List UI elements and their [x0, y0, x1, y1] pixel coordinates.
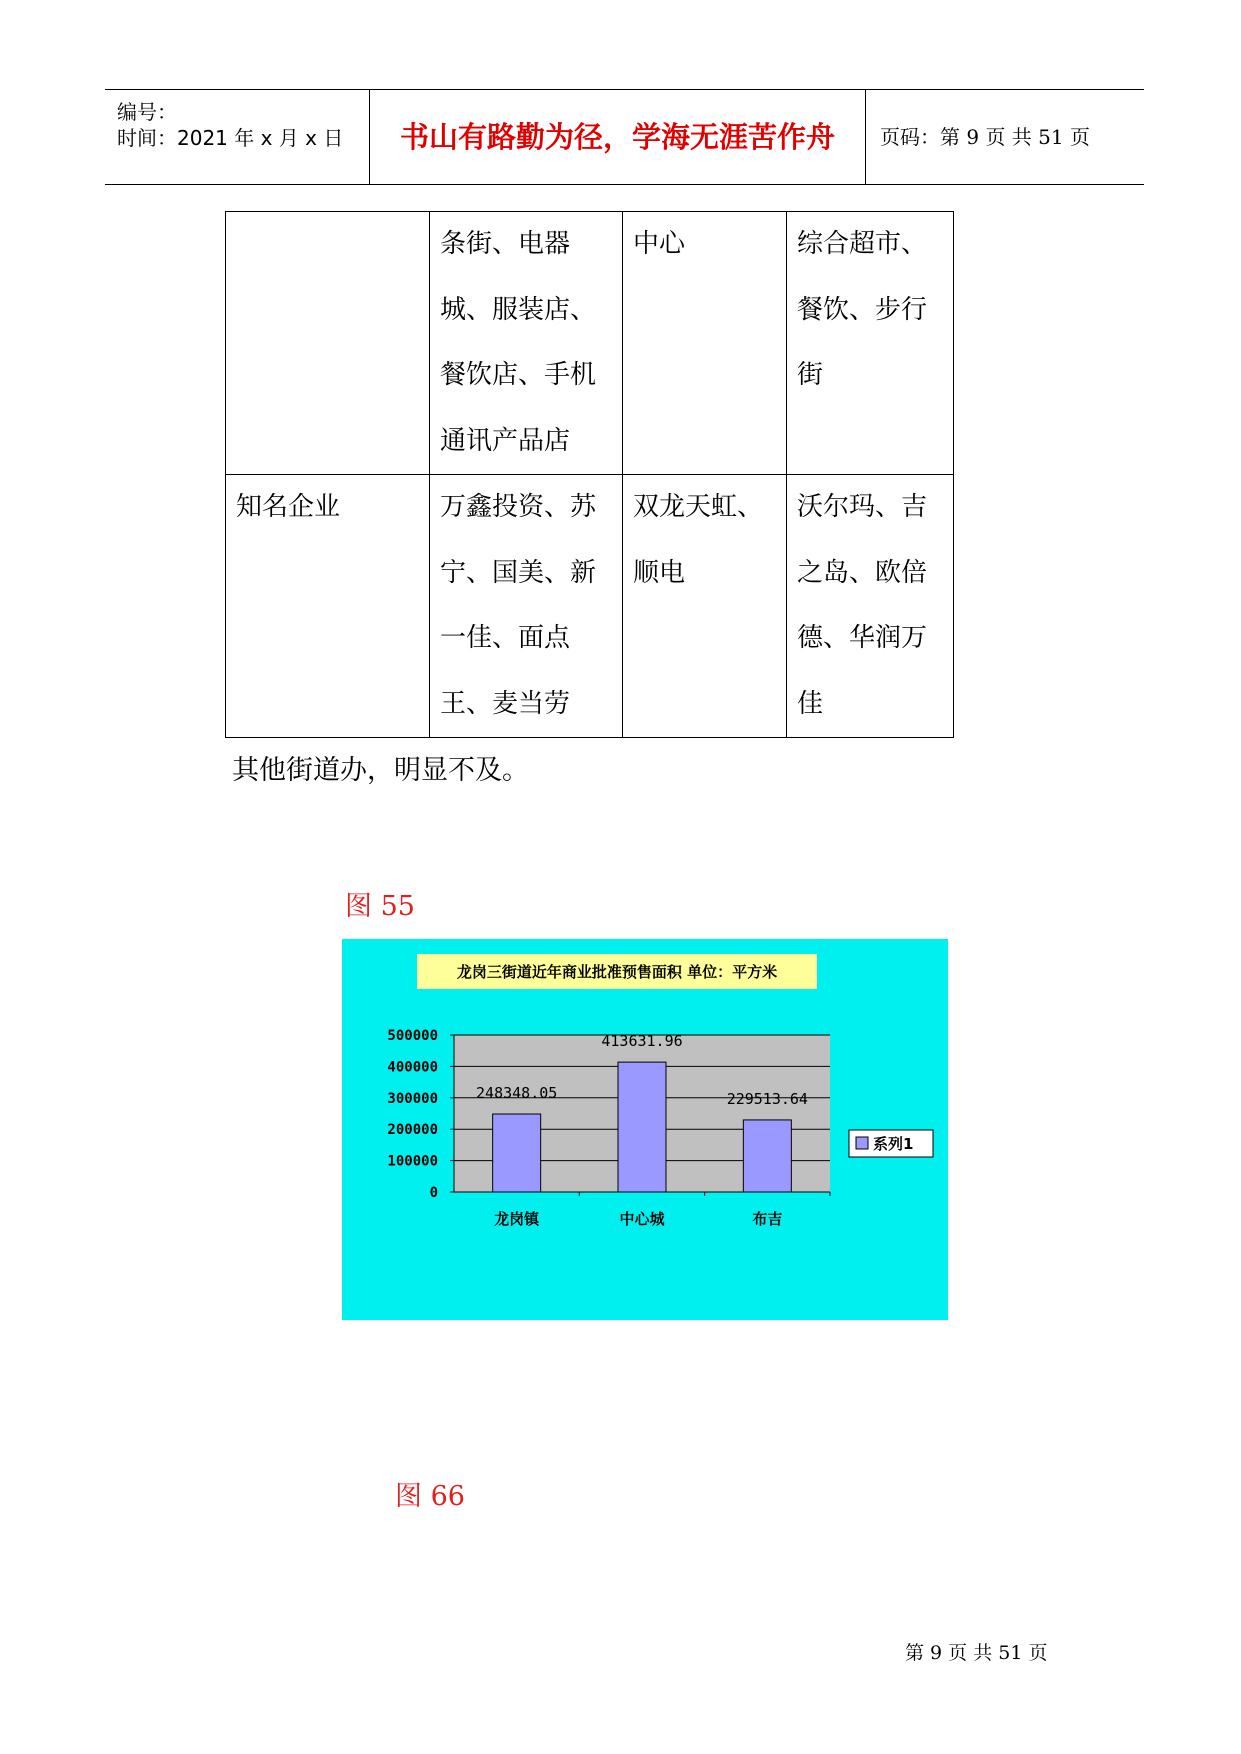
- page-header: [105, 89, 1144, 185]
- figure-caption-66: 图 66: [395, 1481, 465, 1512]
- number-label: 编号：: [117, 100, 177, 124]
- bar: [743, 1120, 791, 1192]
- y-tick-label: 200000: [387, 1122, 438, 1139]
- y-tick-label: 300000: [387, 1090, 438, 1107]
- page-number-label: 页码：第 9 页 共 51 页: [880, 125, 1090, 149]
- info-table: [225, 211, 954, 738]
- y-tick-label: 0: [429, 1185, 438, 1201]
- table-row: [226, 212, 954, 475]
- data-label: 248348.05: [476, 1084, 558, 1103]
- y-tick-label: 500000: [387, 1028, 438, 1044]
- table-cell: 万鑫投资、苏宁、国美、新一佳、面点王、麦当劳: [430, 475, 623, 738]
- bar: [618, 1062, 666, 1192]
- header-meta: [105, 90, 370, 184]
- table-row: [226, 475, 954, 738]
- table-cell: 知名企业: [226, 475, 430, 738]
- time-label: 时间：2021 年 x 月 x 日: [117, 126, 344, 150]
- chart-title: 龙岗三街道近年商业批准预售面积 单位：平方米: [456, 963, 778, 981]
- y-tick-label: 400000: [387, 1059, 438, 1076]
- data-label: 413631.96: [601, 1032, 683, 1051]
- bar-chart: [342, 939, 948, 1320]
- page-footer: 第 9 页 共 51 页: [905, 1642, 1048, 1664]
- header-motto: 书山有路勤为径，学海无涯苦作舟: [370, 90, 866, 184]
- x-tick-label: 布吉: [752, 1210, 783, 1228]
- table-cell: 条街、电器城、服装店、餐饮店、手机通讯产品店: [430, 212, 623, 475]
- table-cell: 中心: [623, 212, 787, 475]
- table-cell: 沃尔玛、吉之岛、欧倍德、华润万佳: [787, 475, 954, 738]
- bar: [493, 1114, 541, 1192]
- x-tick-label: 中心城: [619, 1210, 665, 1228]
- legend-swatch: [856, 1137, 868, 1149]
- y-tick-label: 100000: [387, 1153, 438, 1170]
- body-paragraph: 其他街道办，明显不及。: [232, 755, 529, 786]
- legend-label: 系列1: [873, 1135, 914, 1153]
- x-tick-label: 龙岗镇: [494, 1210, 540, 1228]
- table-cell: [226, 212, 430, 475]
- table-cell: 双龙天虹、顺电: [623, 475, 787, 738]
- chart-svg: [342, 939, 948, 1320]
- figure-caption-55: 图 55: [345, 891, 415, 922]
- table-cell: 综合超市、餐饮、步行街: [787, 212, 954, 475]
- data-label: 229513.64: [726, 1089, 808, 1108]
